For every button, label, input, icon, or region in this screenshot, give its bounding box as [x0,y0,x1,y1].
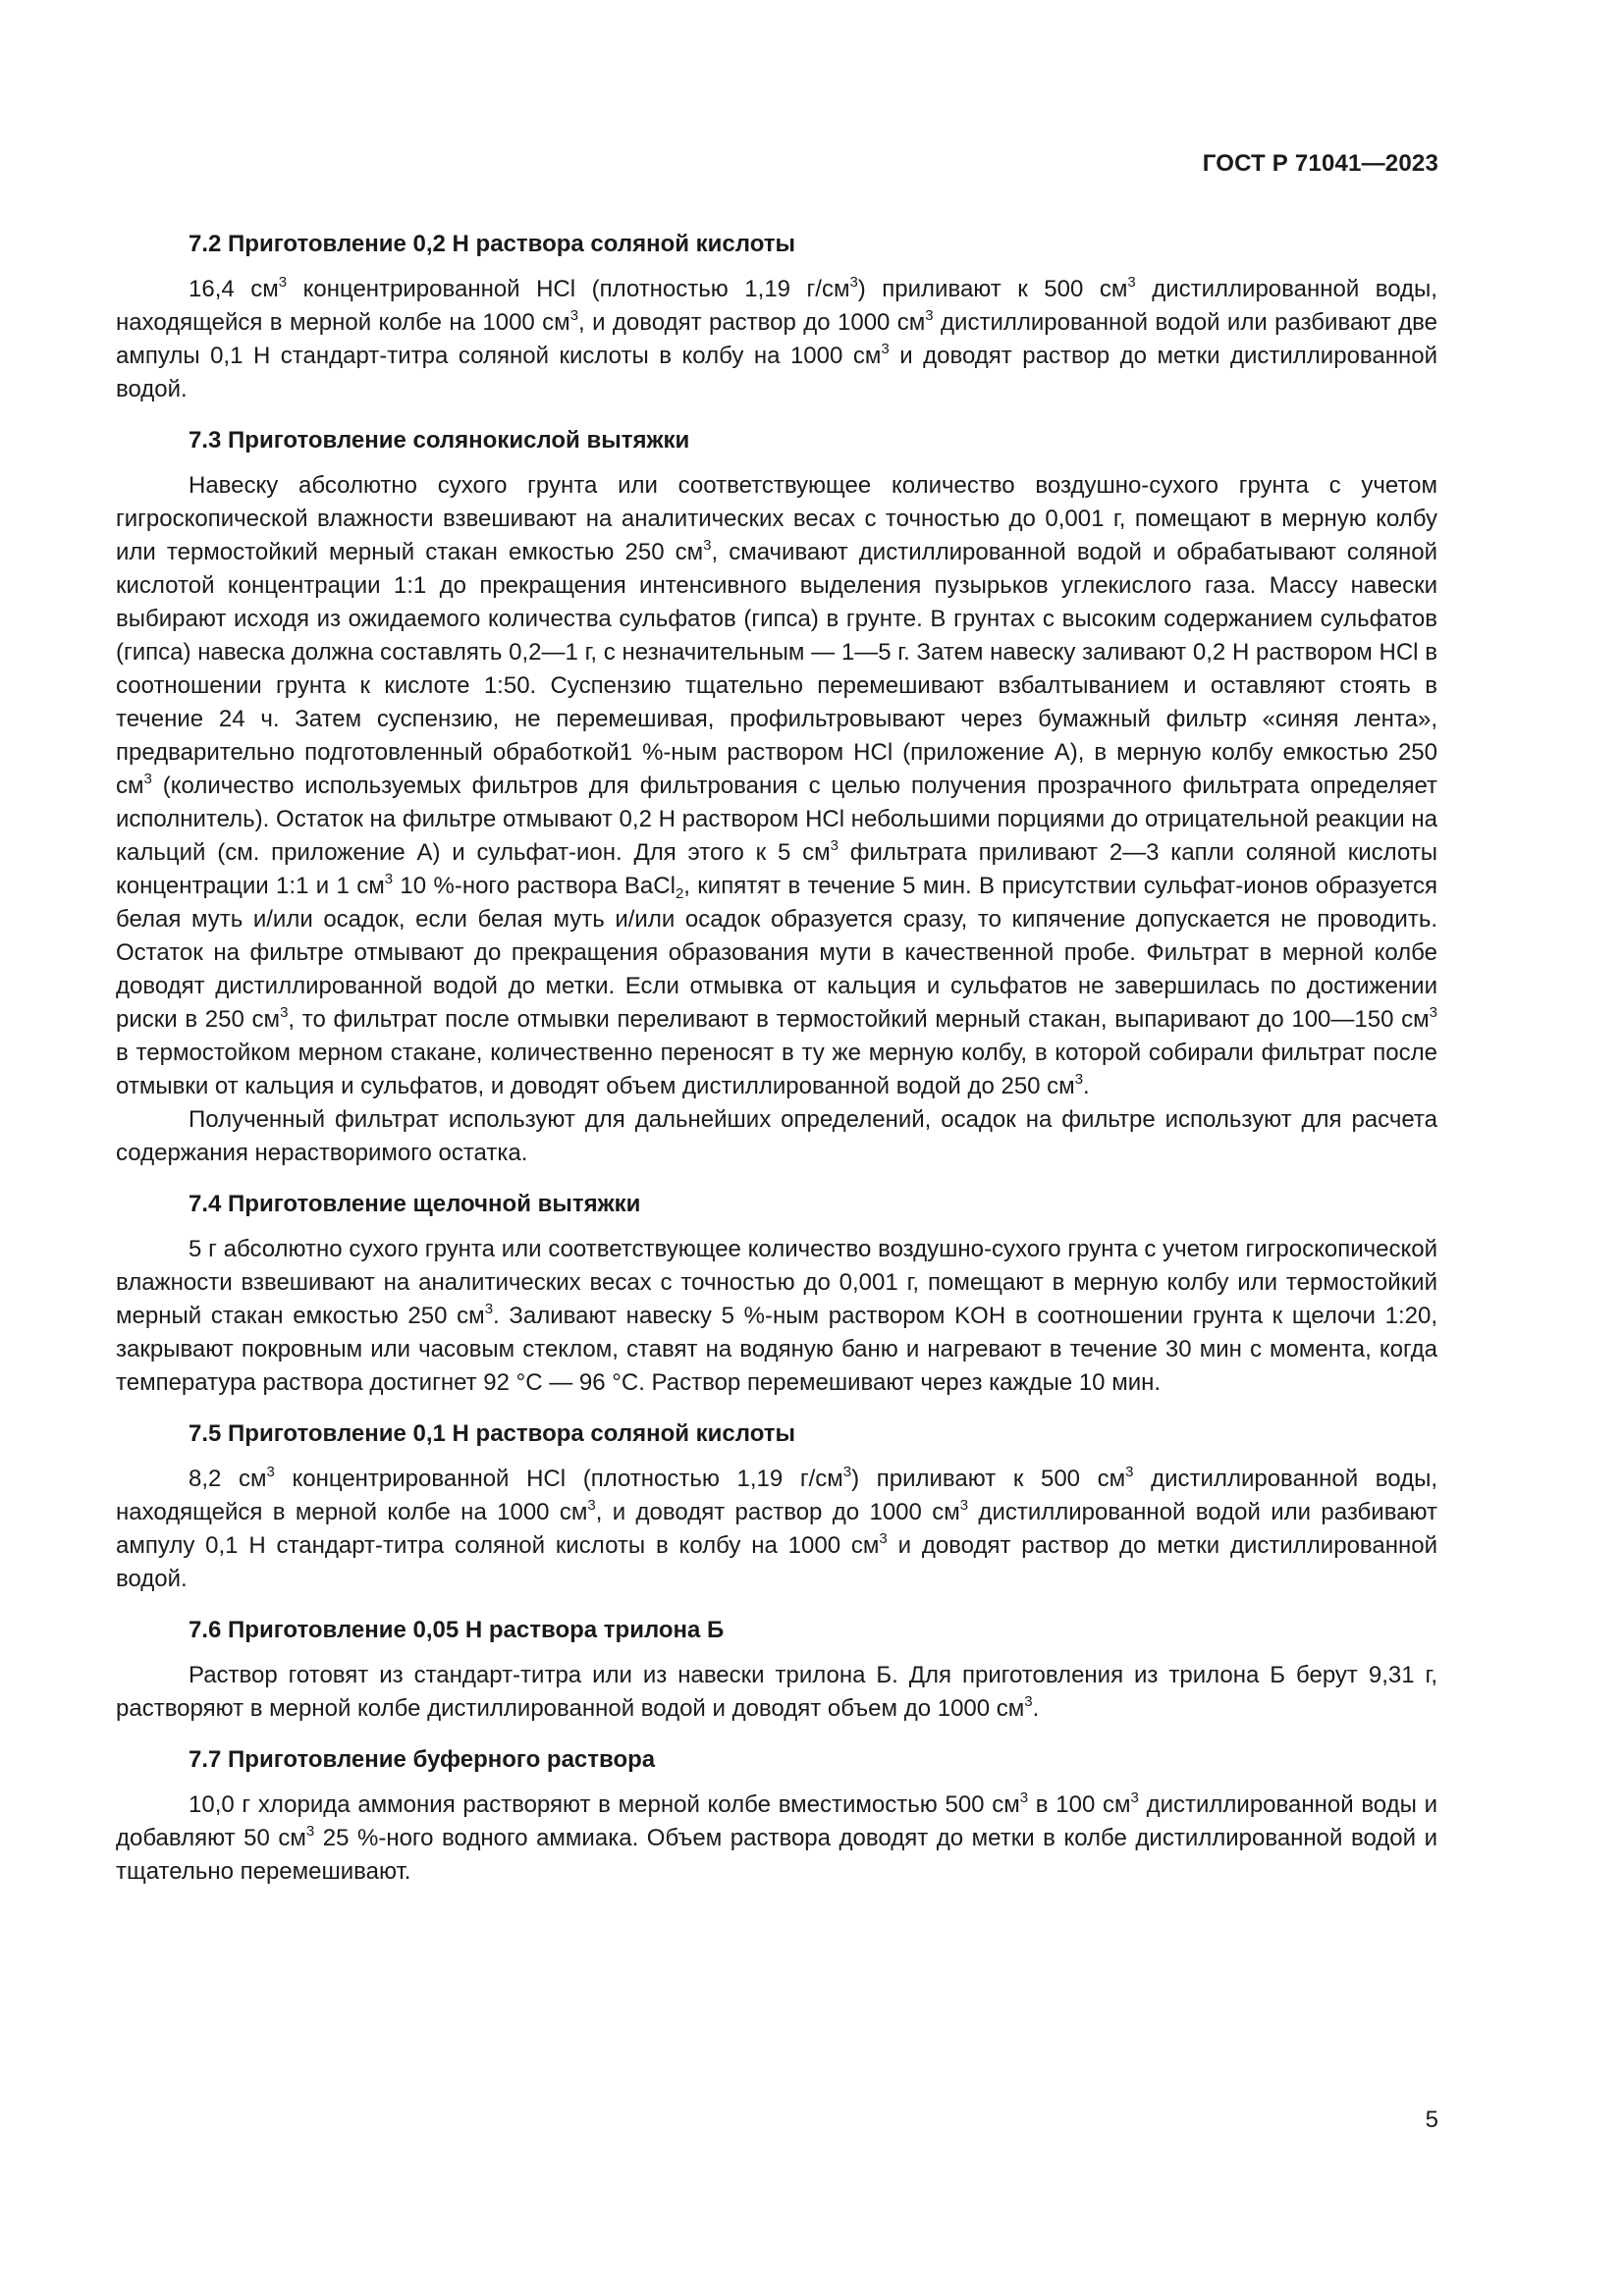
paragraph: 8,2 $см^3$ концентрированной HCl (плотностью 1,19 $г/см^3$) приливают к 500 $см^3$ дистиллированной воды, находящейся в мерной колбе на 1000 $см^3$, и доводят раствор до 1000 $см^3$ дистиллированной водой или разбивают ампулу 0,1 Н стандарт-титра соляной кислоты в колбу на 1000 $см^3$ и доводят раствор до метки дистиллированной водой. [116,1464,1438,1592]
section-heading: 7.3 Приготовление солянокислой вытяжки [189,427,690,454]
document-code: ГОСТ Р 71041—2023 [1202,150,1438,177]
section-7-7 [116,1743,1437,1889]
page-content [116,228,1437,1906]
paragraph: Навеску абсолютно сухого грунта или соответствующее количество воздушно-сухого грунта с учетом гигроскопической влажности взвешивают на аналитических весах с точностью до 0,001 г, помещают в мерную колбу или термостойкий мерный стакан емкостью 250 $см^3$, смачивают дистиллированной водой и обрабатывают соляной кислотой концентрации 1:1 до прекращения интенсивного выделения пузырьков углекислого газа. Массу навески выбирают исходя из ожидаемого количества сульфатов (гипса) в грунте. В грунтах с высоким содержанием сульфатов (гипса) навеска должна составлять 0,2—1 г, с незначительным — 1—5 г. Затем навеску заливают 0,2 Н раствором HCl в соотношении грунта к кислоте 1:50. Суспензию тщательно перемешивают взбалтыванием и оставляют стоять в течение 24 ч. Затем суспензию, не перемешивая, профильтровывают через бумажный фильтр «синяя лента», предварительно подготовленный обработкой1 %-ным раствором HCl (приложение А), в мерную колбу емкостью 250 $см^3$ (количество используемых фильтров для фильтрования с целью получения прозрачного фильтрата определяет исполнитель). Остаток на фильтре отмывают 0,2 Н раствором HCl небольшими порциями до отрицательной реакции на кальций (см. приложение А) и сульфат-ион. Для этого к 5 $см^3$ фильтрата приливают 2—3 капли соляной кислоты концентрации 1:1 и 1 $см^3$ 10 %-ного раствора BaCl$_2$, кипятят в течение 5 мин. В присутствии сульфат-ионов образуется белая муть и/или осадок, если белая муть и/или осадок образуется сразу, то кипячение допускается не проводить. Остаток на фильтре отмывают до прекращения образования мути в качественной пробе. Фильтрат в мерной колбе доводят дистиллированной водой до метки. Если отмывка от кальция и сульфатов не завершилась по достижении риски в 250 $см^3$, то фильтрат после отмывки переливают в термостойкий мерный стакан, выпаривают до 100—150 $см^3$ в термостойком мерном стакане, количественно переносят в ту же мерную колбу, в которой собирали фильтрат после отмывки от кальция и сульфатов, и доводят объем дистиллированной водой до 250 $см^3$. [116,472,1438,1099]
page-number: 5 [1425,2107,1438,2133]
section-heading: 7.6 Приготовление 0,05 Н раствора трилона Б [189,1617,725,1643]
section-heading: 7.4 Приготовление щелочной вытяжки [189,1191,641,1217]
section-heading: 7.5 Приготовление 0,1 Н раствора соляной кислоты [189,1420,796,1447]
section-heading: 7.2 Приготовление 0,2 Н раствора соляной кислоты [189,231,796,257]
paragraph: Полученный фильтрат используют для дальнейших определений, осадок на фильтре используют для расчета содержания нерастворимого остатка. [116,1106,1437,1166]
section-7-5 [116,1417,1437,1596]
section-7-6 [116,1614,1437,1726]
paragraph: 16,4 $см^3$ концентрированной HCl (плотностью 1,19 $г/см^3$) приливают к 500 $см^3$ дистиллированной воды, находящейся в мерной колбе на 1000 $см^3$, и доводят раствор до 1000 $см^3$ дистиллированной водой или разбивают две ампулы 0,1 Н стандарт-титра соляной кислоты в колбу на 1000 $см^3$ и доводят раствор до метки дистиллированной водой. [116,274,1438,402]
paragraph: 5 г абсолютно сухого грунта или соответствующее количество воздушно-сухого грунта с учетом гигроскопической влажности взвешивают на аналитических весах с точностью до 0,001 г, помещают в мерную колбу или термостойкий мерный стакан емкостью 250 $см^3$. Заливают навеску 5 %-ным раствором KOH в соотношении грунта к щелочи 1:20, закрывают покровным или часовым стеклом, ставят на водяную баню и нагревают в течение 30 мин с момента, когда температура раствора достигнет 92 °C — 96 °C. Раствор перемешивают через каждые 10 мин. [116,1236,1437,1396]
section-7-2 [116,228,1437,406]
paragraph: Раствор готовят из стандарт-титра или из навески трилона Б. Для приготовления из трилона Б берут 9,31 г, растворяют в мерной колбе дистиллированной водой и доводят объем до 1000 $см^3$. [116,1662,1437,1722]
section-7-4 [116,1188,1437,1400]
section-7-3 [116,424,1437,1170]
section-heading: 7.7 Приготовление буферного раствора [189,1746,656,1773]
paragraph: 10,0 г хлорида аммония растворяют в мерной колбе вместимостью 500 $см^3$ в 100 $см^3$ дистиллированной воды и добавляют 50 $см^3$ 25 %-ного водного аммиака. Объем раствора доводят до метки в колбе дистиллированной водой и тщательно перемешивают. [116,1789,1438,1885]
